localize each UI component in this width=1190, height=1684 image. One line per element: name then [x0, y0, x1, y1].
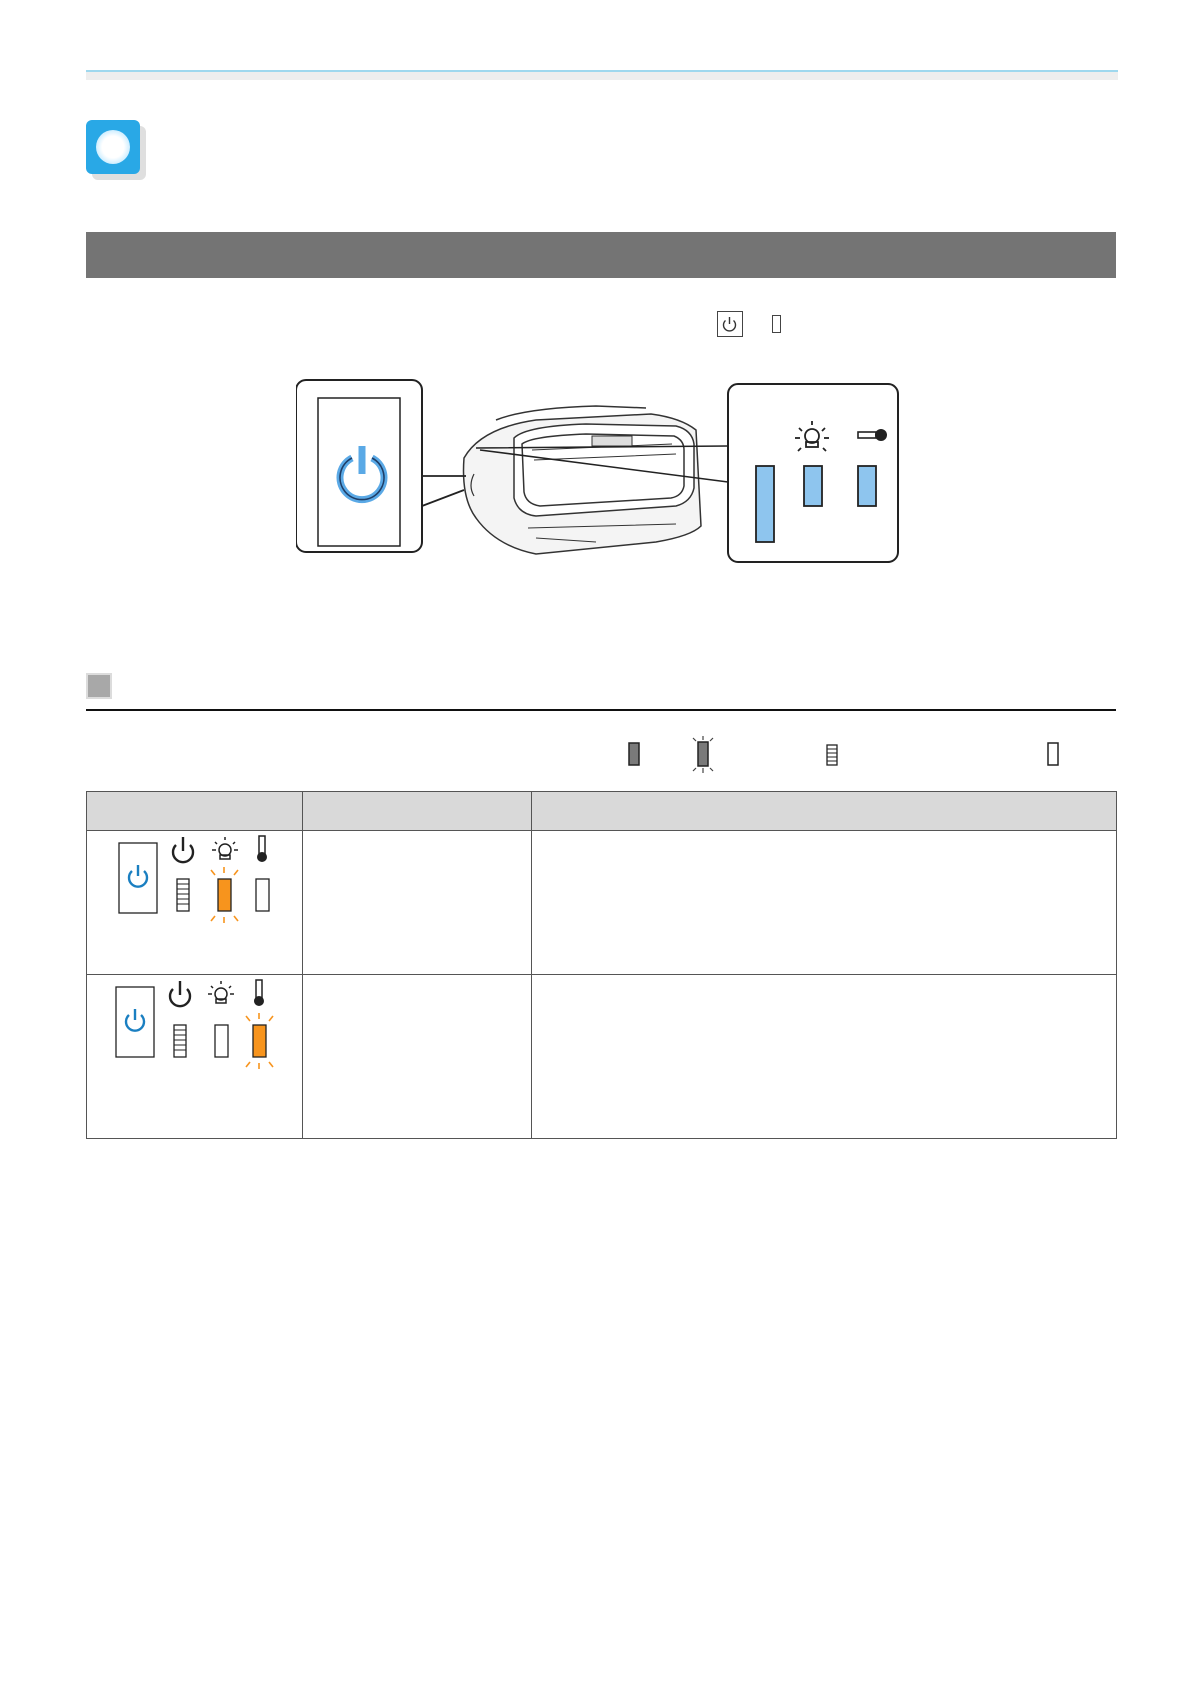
striped-indicator [826, 744, 838, 766]
indicator-state-illustration [87, 831, 301, 969]
indicator-state-illustration [87, 975, 301, 1133]
flashing-indicator [690, 736, 716, 774]
lamp-indicator-off [215, 1025, 228, 1057]
lit-indicator [628, 742, 640, 766]
status-cell [303, 831, 532, 975]
off-indicator [1047, 742, 1059, 766]
temperature-indicator-flashing [246, 1013, 273, 1069]
column-header-status [303, 792, 532, 831]
remedy-cell [532, 831, 1117, 975]
header-rule [86, 70, 1118, 80]
lamp-indicator-flashing [211, 867, 238, 923]
indicator-icon [772, 315, 781, 333]
subsection-rule [86, 709, 1116, 711]
column-header-remedy [532, 792, 1117, 831]
section-title-bar [86, 232, 1116, 278]
table-header-row [87, 792, 1117, 831]
temperature-indicator [858, 466, 876, 506]
chapter-circle-icon [86, 120, 140, 174]
power-callout [296, 380, 466, 552]
temperature-icon [254, 980, 264, 1006]
power-icon [173, 837, 193, 862]
lamp-icon [208, 981, 234, 1003]
table-row [87, 831, 1117, 975]
power-button-icon [717, 311, 743, 337]
projector-illustration [464, 406, 702, 554]
power-indicator-striped [177, 879, 189, 911]
column-header-indicators [87, 792, 303, 831]
projector-diagram [296, 378, 906, 588]
indicator-state-cell [87, 975, 303, 1139]
temperature-icon [257, 836, 267, 862]
remedy-cell [532, 975, 1117, 1139]
indicator-state-cell [87, 831, 303, 975]
lamp-icon [212, 837, 238, 859]
subsection-marker [86, 673, 112, 699]
power-icon [170, 981, 190, 1006]
table-row [87, 975, 1117, 1139]
temperature-indicator-off [256, 879, 269, 911]
indicator-status-table [86, 791, 1117, 1139]
power-indicator-striped [174, 1025, 186, 1057]
lamp-indicator [804, 466, 822, 506]
status-cell [303, 975, 532, 1139]
power-indicator [756, 466, 774, 542]
